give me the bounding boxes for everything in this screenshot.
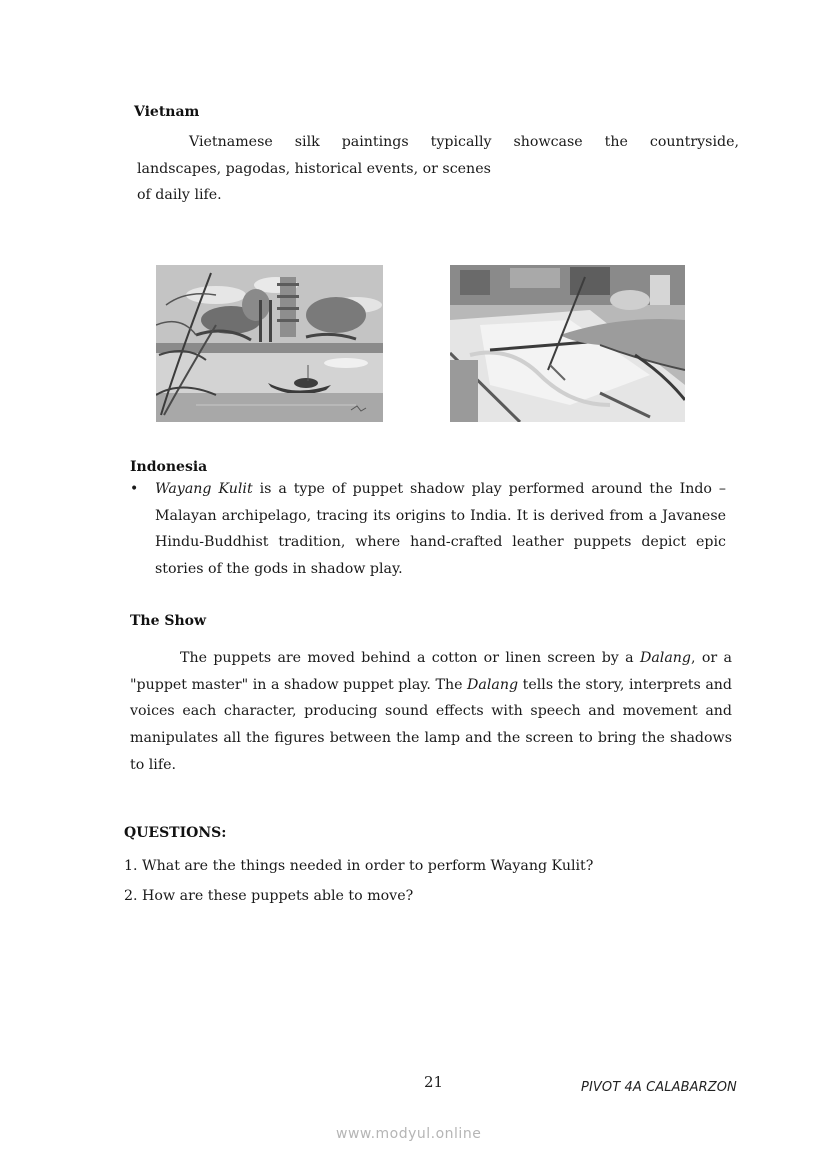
bullet-icon: • (130, 481, 139, 497)
artist-painting-on-silk-image (450, 265, 685, 422)
term-dalang: Dalang (639, 650, 692, 666)
indonesia-list (130, 476, 726, 583)
question-item: 2. How are these puppets able to move? (124, 888, 414, 904)
question-item: 1. What are the things needed in order to perform Wayang Kulit? (124, 858, 594, 874)
vietnam-paragraph (137, 129, 739, 209)
section-heading-vietnam: Vietnam (134, 104, 200, 120)
page-number: 21 (424, 1073, 444, 1091)
paragraph-text: The puppets are moved behind a cotton or linen screen by a (180, 650, 640, 666)
section-heading-indonesia: Indonesia (130, 459, 208, 475)
footer-brand: PIVOT 4A CALABARZON (581, 1080, 737, 1095)
watermark: www.modyul.online (336, 1126, 482, 1142)
paragraph-text: tells the story, interprets and voices each character, producing sound effects with speech and movement and manipulates all the figures between the lamp and the screen to bring the shadows to life. (130, 676, 733, 773)
questions-list (124, 851, 593, 911)
paragraph-text: , or a "puppet master" in a shadow puppet play. The (130, 650, 733, 693)
section-heading-the-show: The Show (130, 613, 207, 629)
vietnam-paragraph-line: landscapes, pagodas, historical events, or scenes (137, 160, 491, 177)
term-wayang-kulit: Wayang Kulit (155, 481, 253, 497)
vietnam-paragraph-line: Vietnamese silk paintings typically showcase the countryside, (189, 134, 739, 150)
term-dalang: Dalang (467, 676, 519, 693)
list-item (130, 476, 726, 583)
vietnamese-silk-painting-image (156, 265, 383, 422)
vietnam-paragraph-line: of daily life. (137, 187, 222, 204)
wayang-kulit-description: is a type of puppet shadow play performed around the Indo – Malayan archipelago, tracing its origins to India. It is derived from a Javanese Hindu-Buddhist tradition, where hand-crafted leather puppets depict epic stories of the gods in shadow play. (155, 481, 726, 578)
the-show-paragraph (130, 645, 732, 779)
section-heading-questions: QUESTIONS: (124, 825, 227, 841)
